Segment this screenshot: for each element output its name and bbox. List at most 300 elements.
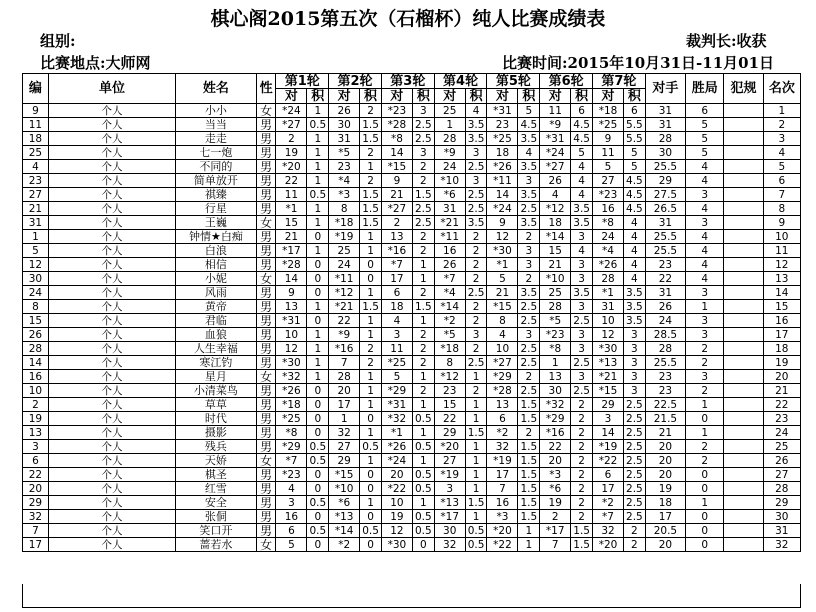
cell-r5-score: 2: [518, 230, 540, 244]
cell-no: 17: [23, 538, 49, 552]
cell-name: 当当: [176, 118, 257, 132]
cell-r3-opp: 19: [381, 510, 412, 524]
cell-sex: 男: [256, 426, 276, 440]
cell-name: 不同的: [176, 160, 257, 174]
cell-r1-score: 0: [307, 468, 329, 482]
cell-opp-total: 28: [645, 132, 685, 146]
cell-r4-opp: 31: [434, 202, 465, 216]
cell-r5-opp: *1: [487, 258, 518, 272]
col-name-header: 姓名: [176, 74, 257, 104]
cell-sex: 女: [256, 538, 276, 552]
cell-r4-opp: 15: [434, 398, 465, 412]
cell-unit: 个人: [48, 496, 175, 510]
cell-unit: 个人: [48, 146, 175, 160]
cell-rank: 31: [763, 524, 800, 538]
cell-r2-opp: 26: [329, 104, 360, 118]
cell-sex: 女: [256, 370, 276, 384]
round-1-opp-header: 对: [276, 89, 307, 104]
cell-r1-score: 0: [307, 230, 329, 244]
cell-rank: 13: [763, 272, 800, 286]
cell-r3-opp: *27: [381, 202, 412, 216]
cell-fouls: [724, 412, 763, 426]
cell-fouls: [724, 384, 763, 398]
cell-r6-score: 1.5: [571, 538, 593, 552]
round-7-header: 第7轮: [592, 74, 645, 89]
cell-r2-score: 2: [360, 356, 382, 370]
cell-r6-opp: 1: [540, 356, 571, 370]
cell-r2-opp: 32: [329, 426, 360, 440]
cell-wins: 0: [686, 524, 724, 538]
cell-r4-opp: 30: [434, 524, 465, 538]
cell-r3-score: 2: [412, 328, 434, 342]
cell-r1-opp: 5: [276, 538, 307, 552]
cell-no: 12: [23, 258, 49, 272]
cell-r1-opp: *26: [276, 384, 307, 398]
cell-opp-total: 26.5: [645, 202, 685, 216]
cell-r5-opp: 5: [487, 272, 518, 286]
cell-r6-opp: *9: [540, 118, 571, 132]
cell-r1-score: 0: [307, 538, 329, 552]
cell-r4-opp: 3: [434, 482, 465, 496]
cell-r1-score: 0: [307, 258, 329, 272]
group-label: 组别:: [40, 32, 76, 50]
round-5-score-header: 积: [518, 89, 540, 104]
cell-name: 张侗: [176, 510, 257, 524]
cell-r2-opp: *2: [329, 538, 360, 552]
cell-unit: 个人: [48, 524, 175, 538]
cell-wins: 2: [686, 454, 724, 468]
cell-r3-score: 0.5: [412, 524, 434, 538]
table-row: [23, 328, 801, 342]
cell-r3-opp: 17: [381, 272, 412, 286]
cell-r3-score: 1: [412, 272, 434, 286]
cell-r7-opp: *1: [592, 286, 623, 300]
cell-r4-score: 2.5: [465, 160, 487, 174]
cell-r5-opp: 18: [487, 146, 518, 160]
cell-r6-opp: 20: [540, 454, 571, 468]
cell-r6-score: 2: [571, 468, 593, 482]
cell-opp-total: 22.5: [645, 398, 685, 412]
cell-r5-score: 1.5: [518, 454, 540, 468]
cell-opp-total: 24: [645, 314, 685, 328]
cell-r5-opp: 17: [487, 468, 518, 482]
cell-r6-score: 3: [571, 272, 593, 286]
cell-name: 王巍: [176, 216, 257, 230]
cell-r6-opp: 30: [540, 384, 571, 398]
cell-rank: 8: [763, 202, 800, 216]
cell-r1-opp: 6: [276, 524, 307, 538]
col-sex-header: 性: [256, 74, 276, 104]
cell-r4-opp: *9: [434, 146, 465, 160]
cell-rank: 27: [763, 468, 800, 482]
cell-opp-total: 25.5: [645, 244, 685, 258]
cell-unit: 个人: [48, 370, 175, 384]
cell-opp-total: 27.5: [645, 188, 685, 202]
cell-r6-opp: *17: [540, 524, 571, 538]
cell-unit: 个人: [48, 230, 175, 244]
cell-r4-score: 0.5: [465, 524, 487, 538]
cell-name: 人生幸福: [176, 342, 257, 356]
cell-no: 8: [23, 300, 49, 314]
cell-r3-opp: 11: [381, 342, 412, 356]
cell-sex: 男: [256, 314, 276, 328]
cell-r7-opp: *8: [592, 216, 623, 230]
cell-fouls: [724, 328, 763, 342]
cell-r5-opp: 8: [487, 314, 518, 328]
cell-r2-score: 2: [360, 104, 382, 118]
cell-r6-opp: *14: [540, 230, 571, 244]
cell-r5-score: 3: [518, 258, 540, 272]
cell-r4-score: 3: [465, 146, 487, 160]
cell-name: 安全: [176, 496, 257, 510]
cell-opp-total: 28.5: [645, 328, 685, 342]
cell-wins: 2: [686, 384, 724, 398]
cell-rank: 29: [763, 496, 800, 510]
cell-wins: 4: [686, 160, 724, 174]
cell-rank: 25: [763, 440, 800, 454]
cell-r4-opp: 16: [434, 244, 465, 258]
cell-r3-opp: 20: [381, 468, 412, 482]
table-row: [23, 454, 801, 468]
cell-r2-opp: *6: [329, 496, 360, 510]
cell-fouls: [724, 482, 763, 496]
cell-name: 相信: [176, 258, 257, 272]
cell-fouls: [724, 118, 763, 132]
cell-wins: 0: [686, 468, 724, 482]
cell-r6-score: 3: [571, 342, 593, 356]
cell-r2-opp: 17: [329, 398, 360, 412]
cell-r4-score: 2: [465, 384, 487, 398]
table-row: [23, 384, 801, 398]
cell-r7-opp: *18: [592, 104, 623, 118]
cell-r6-score: 2: [571, 454, 593, 468]
cell-r5-score: 2: [518, 426, 540, 440]
cell-wins: 4: [686, 258, 724, 272]
cell-r7-opp: *19: [592, 440, 623, 454]
table-row: [23, 244, 801, 258]
cell-r4-opp: 28: [434, 132, 465, 146]
cell-r1-score: 1: [307, 244, 329, 258]
cell-r4-score: 1.5: [465, 496, 487, 510]
col-unit-header: 单位: [48, 74, 175, 104]
cell-r7-score: 4: [624, 230, 646, 244]
cell-r7-score: 2.5: [624, 482, 646, 496]
cell-r4-opp: *21: [434, 216, 465, 230]
cell-r1-opp: 15: [276, 216, 307, 230]
cell-r2-opp: 8: [329, 202, 360, 216]
cell-r1-opp: *7: [276, 454, 307, 468]
cell-r7-score: 3.5: [624, 286, 646, 300]
referee-label: 裁判长:收获: [686, 32, 767, 50]
cell-name: 黄帝: [176, 300, 257, 314]
cell-r2-opp: 1: [329, 412, 360, 426]
cell-wins: 0: [686, 538, 724, 552]
cell-r4-score: 2: [465, 314, 487, 328]
cell-r1-score: 1: [307, 104, 329, 118]
cell-r5-score: 2.5: [518, 356, 540, 370]
cell-r4-score: 2: [465, 258, 487, 272]
cell-fouls: [724, 426, 763, 440]
cell-rank: 14: [763, 286, 800, 300]
cell-r1-opp: *1: [276, 202, 307, 216]
cell-r4-score: 3.5: [465, 216, 487, 230]
cell-fouls: [724, 146, 763, 160]
cell-r5-score: 2: [518, 272, 540, 286]
cell-r1-opp: 13: [276, 300, 307, 314]
cell-rank: 15: [763, 300, 800, 314]
cell-sex: 男: [256, 328, 276, 342]
cell-r7-score: 3.5: [624, 314, 646, 328]
cell-unit: 个人: [48, 174, 175, 188]
table-row: [23, 398, 801, 412]
round-3-opp-header: 对: [381, 89, 412, 104]
cell-name: 棋圣: [176, 468, 257, 482]
round-3-score-header: 积: [412, 89, 434, 104]
cell-r1-opp: *18: [276, 398, 307, 412]
cell-name: 祺臻: [176, 188, 257, 202]
header-row-top: [23, 74, 801, 89]
cell-opp-total: 30: [645, 146, 685, 160]
cell-r4-score: 1.5: [465, 426, 487, 440]
cell-r7-score: 2: [624, 524, 646, 538]
cell-r5-opp: *28: [487, 384, 518, 398]
cell-r5-opp: 32: [487, 440, 518, 454]
time-label: 比赛时间:2015年10月31日-11月01日: [502, 54, 775, 72]
cell-no: 26: [23, 328, 49, 342]
round-7-opp-header: 对: [592, 89, 623, 104]
cell-r7-score: 4.5: [624, 202, 646, 216]
cell-unit: 个人: [48, 398, 175, 412]
table-row: [23, 188, 801, 202]
cell-r2-opp: 31: [329, 132, 360, 146]
cell-r2-opp: 24: [329, 258, 360, 272]
cell-r7-score: 2.5: [624, 426, 646, 440]
cell-opp-total: 23: [645, 370, 685, 384]
cell-r1-opp: 10: [276, 328, 307, 342]
cell-opp-total: 20: [645, 468, 685, 482]
cell-rank: 30: [763, 510, 800, 524]
cell-r2-opp: 28: [329, 370, 360, 384]
cell-rank: 2: [763, 118, 800, 132]
cell-r3-score: 0.5: [412, 468, 434, 482]
cell-name: 蔷若水: [176, 538, 257, 552]
cell-r4-opp: *11: [434, 230, 465, 244]
cell-r4-score: 1: [465, 398, 487, 412]
cell-r6-opp: *10: [540, 272, 571, 286]
cell-fouls: [724, 174, 763, 188]
cell-unit: 个人: [48, 272, 175, 286]
cell-no: 31: [23, 216, 49, 230]
cell-rank: 24: [763, 426, 800, 440]
cell-r6-score: 2: [571, 440, 593, 454]
cell-name: 时代: [176, 412, 257, 426]
cell-r6-opp: 22: [540, 440, 571, 454]
cell-r5-opp: 23: [487, 118, 518, 132]
cell-r6-opp: *12: [540, 202, 571, 216]
cell-rank: 1: [763, 104, 800, 118]
cell-unit: 个人: [48, 244, 175, 258]
cell-opp-total: 22: [645, 272, 685, 286]
cell-r7-opp: *15: [592, 384, 623, 398]
cell-r2-opp: *9: [329, 328, 360, 342]
cell-opp-total: 25.5: [645, 160, 685, 174]
cell-r4-score: 1: [465, 370, 487, 384]
cell-r4-opp: 26: [434, 258, 465, 272]
cell-r5-score: 1.5: [518, 510, 540, 524]
cell-unit: 个人: [48, 118, 175, 132]
cell-r6-score: 3: [571, 370, 593, 384]
cell-r5-score: 3.5: [518, 160, 540, 174]
table-row: [23, 118, 801, 132]
cell-r7-opp: *22: [592, 454, 623, 468]
cell-r6-opp: *24: [540, 146, 571, 160]
cell-wins: 3: [686, 216, 724, 230]
cell-sex: 男: [256, 356, 276, 370]
table-row: [23, 426, 801, 440]
cell-sex: 女: [256, 216, 276, 230]
table-row: [23, 440, 801, 454]
cell-opp-total: 20: [645, 454, 685, 468]
cell-r3-opp: 18: [381, 300, 412, 314]
cell-fouls: [724, 272, 763, 286]
cell-r3-score: 1: [412, 398, 434, 412]
cell-r6-score: 4.5: [571, 132, 593, 146]
cell-r1-opp: *25: [276, 412, 307, 426]
cell-no: 13: [23, 426, 49, 440]
cell-r3-opp: *22: [381, 482, 412, 496]
cell-r3-score: 1: [412, 370, 434, 384]
cell-r2-score: 1: [360, 370, 382, 384]
cell-rank: 6: [763, 174, 800, 188]
cell-unit: 个人: [48, 440, 175, 454]
cell-r4-score: 2: [465, 230, 487, 244]
cell-r6-score: 3: [571, 300, 593, 314]
table-row: [23, 510, 801, 524]
cell-r6-opp: 7: [540, 538, 571, 552]
results-table: [22, 73, 801, 552]
cell-name: 七一炮: [176, 146, 257, 160]
cell-sex: 女: [256, 272, 276, 286]
cell-r2-score: 1.5: [360, 300, 382, 314]
cell-r6-score: 2: [571, 510, 593, 524]
cell-r1-score: 1: [307, 370, 329, 384]
cell-r1-score: 1: [307, 132, 329, 146]
cell-r1-opp: 3: [276, 496, 307, 510]
cell-r3-score: 1: [412, 496, 434, 510]
cell-r6-opp: 26: [540, 174, 571, 188]
cell-opp-total: 19: [645, 482, 685, 496]
cell-r7-opp: 14: [592, 426, 623, 440]
cell-fouls: [724, 314, 763, 328]
cell-r1-opp: *29: [276, 440, 307, 454]
cell-r6-opp: 11: [540, 104, 571, 118]
cell-r6-score: 4: [571, 160, 593, 174]
round-7-score-header: 积: [624, 89, 646, 104]
cell-name: 星月: [176, 370, 257, 384]
cell-r5-opp: *31: [487, 104, 518, 118]
cell-r6-opp: *31: [540, 132, 571, 146]
cell-r4-opp: *6: [434, 188, 465, 202]
cell-r3-score: 2.5: [412, 132, 434, 146]
cell-unit: 个人: [48, 160, 175, 174]
cell-no: 24: [23, 286, 49, 300]
cell-r5-opp: *26: [487, 160, 518, 174]
cell-name: 走走: [176, 132, 257, 146]
cell-opp-total: 20.5: [645, 524, 685, 538]
cell-r3-opp: *8: [381, 132, 412, 146]
cell-r3-opp: 2: [381, 216, 412, 230]
cell-r5-score: 2: [518, 370, 540, 384]
cell-r7-score: 5: [624, 160, 646, 174]
cell-unit: 个人: [48, 216, 175, 230]
cell-r1-opp: *23: [276, 468, 307, 482]
round-4-score-header: 积: [465, 89, 487, 104]
cell-r4-opp: *20: [434, 440, 465, 454]
cell-r2-opp: *3: [329, 188, 360, 202]
cell-r1-opp: *30: [276, 356, 307, 370]
cell-r3-score: 3: [412, 146, 434, 160]
cell-name: 小清菜鸟: [176, 384, 257, 398]
table-row: [23, 482, 801, 496]
table-row: [23, 314, 801, 328]
cell-r4-opp: *13: [434, 496, 465, 510]
cell-r6-opp: 25: [540, 286, 571, 300]
cell-r7-score: 2.5: [624, 468, 646, 482]
cell-r7-score: 2.5: [624, 496, 646, 510]
cell-r3-score: 2.5: [412, 202, 434, 216]
cell-wins: 4: [686, 230, 724, 244]
cell-r5-score: 3.5: [518, 132, 540, 146]
cell-r3-opp: *15: [381, 160, 412, 174]
cell-rank: 4: [763, 146, 800, 160]
cell-r1-score: 0: [307, 398, 329, 412]
cell-r7-opp: *30: [592, 342, 623, 356]
round-6-header: 第6轮: [540, 74, 593, 89]
cell-wins: 4: [686, 202, 724, 216]
cell-r5-opp: 14: [487, 188, 518, 202]
cell-r2-score: 0: [360, 412, 382, 426]
cell-no: 25: [23, 146, 49, 160]
round-3-header: 第3轮: [381, 74, 434, 89]
cell-r6-score: 2: [571, 398, 593, 412]
cell-r7-score: 2: [624, 538, 646, 552]
cell-r6-score: 2: [571, 426, 593, 440]
col-fouls-header: 犯规: [724, 74, 763, 104]
cell-r4-opp: 24: [434, 160, 465, 174]
cell-r7-opp: *2: [592, 496, 623, 510]
cell-r1-score: 0.5: [307, 496, 329, 510]
cell-r7-score: 4.5: [624, 174, 646, 188]
cell-opp-total: 28: [645, 342, 685, 356]
cell-r4-opp: *2: [434, 314, 465, 328]
cell-r7-opp: 10: [592, 314, 623, 328]
round-5-header: 第5轮: [487, 74, 540, 89]
cell-wins: 3: [686, 286, 724, 300]
cell-wins: 5: [686, 146, 724, 160]
cell-r2-opp: *15: [329, 468, 360, 482]
cell-r2-score: 1: [360, 244, 382, 258]
cell-wins: 5: [686, 132, 724, 146]
cell-r2-score: 0.5: [360, 440, 382, 454]
cell-sex: 男: [256, 496, 276, 510]
cell-r1-score: 0.5: [307, 454, 329, 468]
cell-r6-score: 3.5: [571, 216, 593, 230]
cell-no: 32: [23, 510, 49, 524]
cell-sex: 男: [256, 482, 276, 496]
cell-r4-opp: *14: [434, 300, 465, 314]
cell-r6-score: 6: [571, 104, 593, 118]
cell-r3-score: 2.5: [412, 118, 434, 132]
